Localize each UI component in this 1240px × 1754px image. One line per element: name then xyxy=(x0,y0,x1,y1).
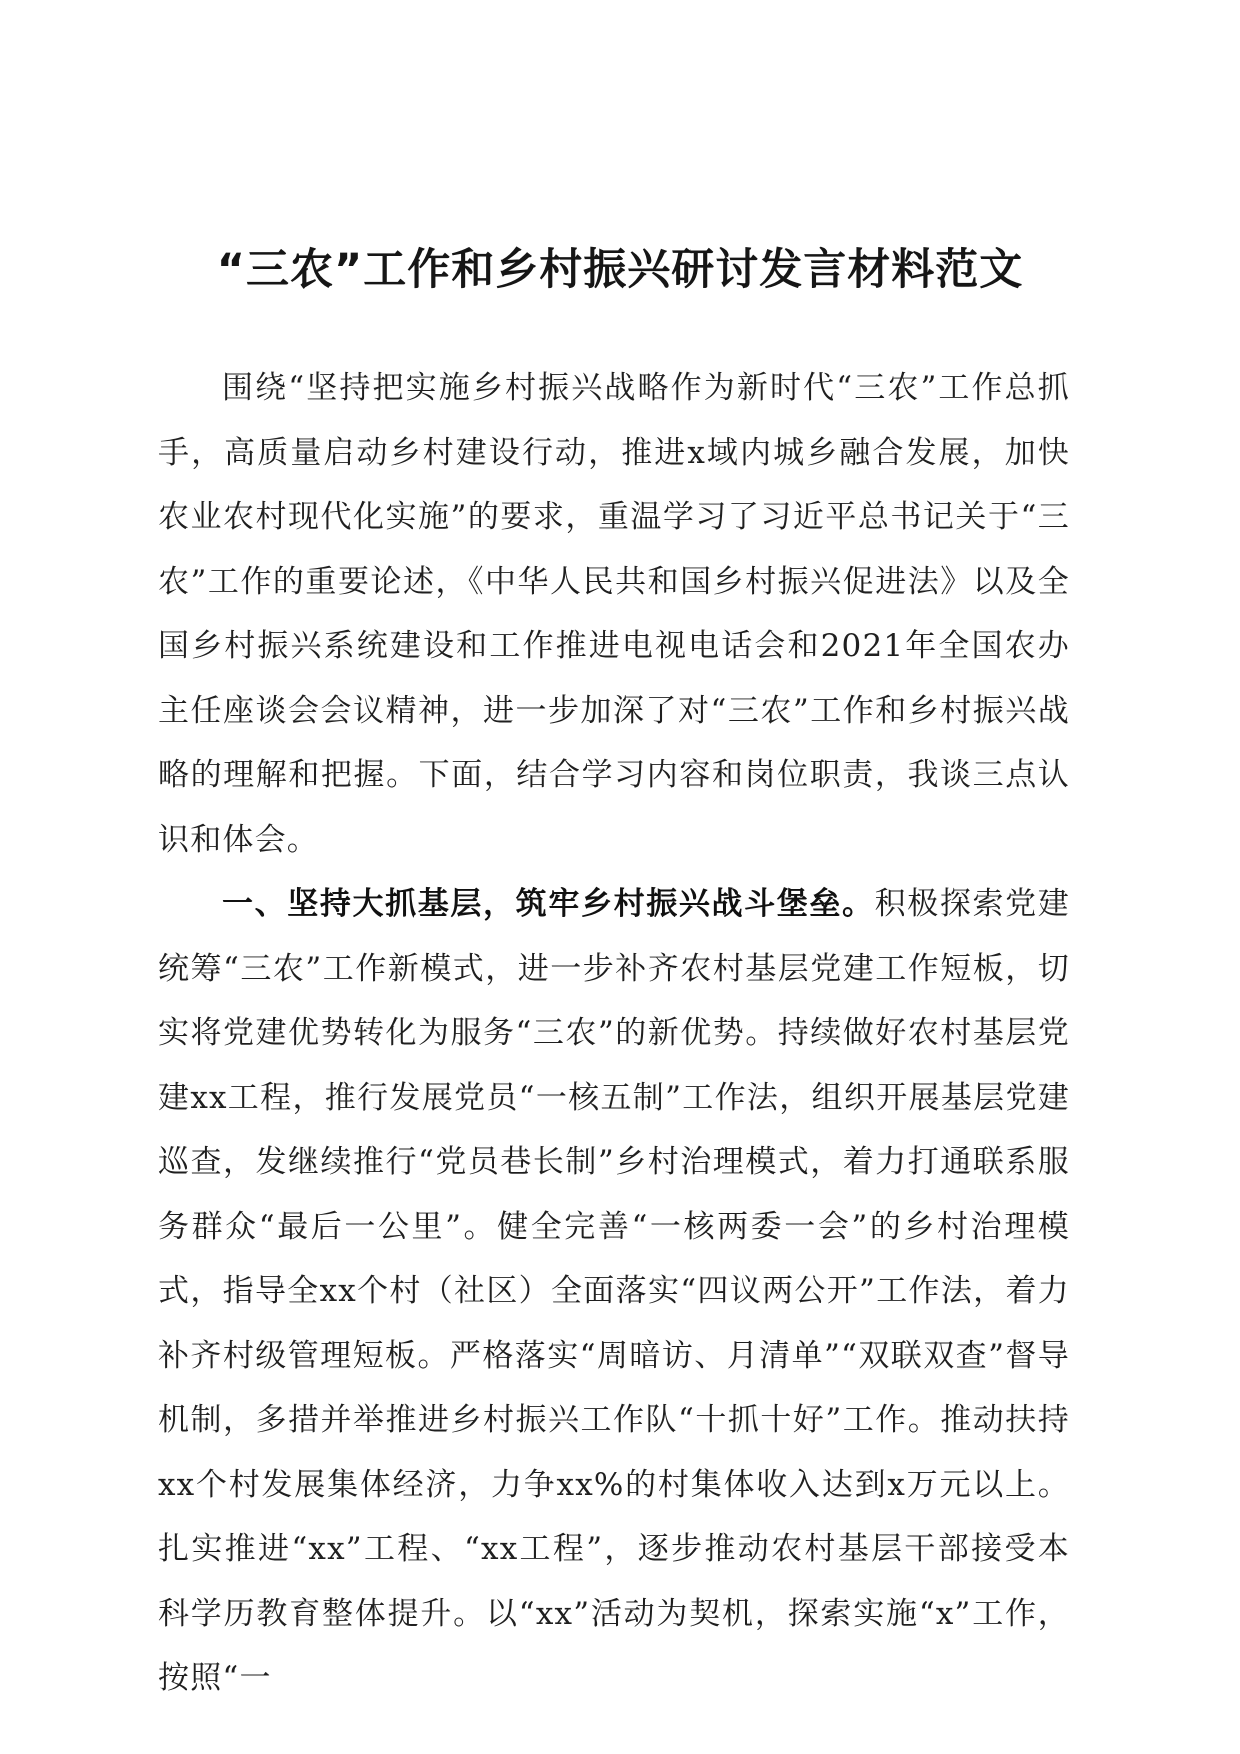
intro-paragraph xyxy=(158,356,1070,872)
document-title: “三农”工作和乡村振兴研讨发言材料范文 xyxy=(216,245,1024,295)
paragraph-text: 积极探索党建统筹“三农”工作新模式，进一步补齐农村基层党建工作短板，切实将党建优势转化为服务“三农”的新优势。持续做好农村基层党建xx工程，推行发展党员“一核五制”工作法，组织开展基层党建巡查，发继续推行“党员巷长制”乡村治理模式，着力打通联系服务群众“最后一公里”。健全完善“一核两委一会”的乡村治理模式，指导全xx个村（社区）全面落实“四议两公开”工作法，着力补齐村级管理短板。严格落实“周暗访、月清单”“双联双查”督导机制，多措并举推进乡村振兴工作队“十抓十好”工作。推动扶持xx个村发展集体经济，力争xx%的村集体收入达到x万元以上。扎实推进“xx”工程、“xx工程”，逐步推动农村基层干部接受本科学历教育整体提升。以“xx”活动为契机，探索实施“x”工作，按照“一 xyxy=(158,886,1070,1696)
paragraph-text: 围绕“坚持把实施乡村振兴战略作为新时代“三农”工作总抓手，高质量启动乡村建设行动，推进x域内城乡融合发展，加快农业农村现代化实施”的要求，重温学习了习近平总书记关于“三农”工作的重要论述，《中华人民共和国乡村振兴促进法》以及全国乡村振兴系统建设和工作推进电视电话会和2021年全国农办主任座谈会会议精神，进一步加深了对“三农”工作和乡村振兴战略的理解和把握。下面，结合学习内容和岗位职责，我谈三点认识和体会。 xyxy=(158,370,1070,858)
document-body xyxy=(158,356,1070,1711)
section-one-paragraph xyxy=(158,872,1070,1711)
section-heading: 一、坚持大抓基层，筑牢乡村振兴战斗堡垒。 xyxy=(222,886,875,922)
